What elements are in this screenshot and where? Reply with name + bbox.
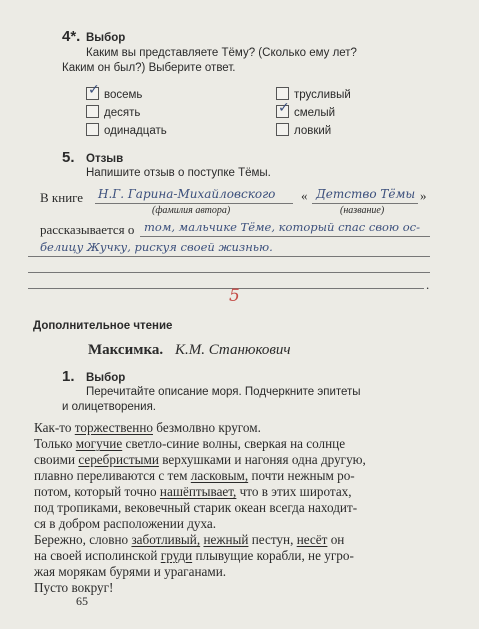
task1-instruction-line2: и олицетворения.: [62, 401, 156, 413]
story-text: [34, 420, 366, 596]
grade-mark: 5: [229, 286, 240, 306]
task5-number: 5.: [62, 149, 75, 166]
checkbox-option-vosem[interactable]: [86, 82, 100, 100]
option-label: одинадцать: [104, 125, 167, 137]
task1-instruction-line1: Перечитайте описание моря. Подчеркните эпитеты: [86, 386, 361, 398]
option-label: десять: [104, 107, 141, 119]
epithet-underlined: нежный: [203, 532, 249, 547]
task1-title: Выбор: [86, 372, 126, 384]
task5-instruction: Напишите отзыв о поступке Тёмы.: [86, 167, 271, 179]
story-line: Как-то торжественно безмолвно кругом.: [34, 420, 261, 435]
checkbox-option-desyat[interactable]: [86, 105, 99, 118]
checkmark-icon: ✓: [278, 100, 290, 116]
task1-number: 1.: [62, 368, 75, 385]
epithet-underlined: заботливый,: [131, 532, 201, 547]
told-label: рассказывается о: [40, 222, 135, 237]
title-handwritten[interactable]: Детство Тёмы: [316, 187, 416, 201]
option-label: восемь: [104, 89, 143, 101]
story-line: ся в добром расположении духа.: [34, 516, 217, 531]
task4-title: Выбор: [86, 32, 126, 44]
story-line: потом, который точно нашёптывает, что в этих широтах,: [34, 484, 352, 499]
quote-close: »: [420, 188, 427, 203]
answer-line2[interactable]: белицу Жучку, рискуя своей жизнью.: [40, 240, 273, 254]
answer-rule-1: [140, 236, 430, 237]
page-number: 65: [76, 594, 88, 608]
answer-rule-3: [28, 272, 430, 273]
author-caption: (фамилия автора): [152, 205, 231, 216]
period: .: [426, 277, 430, 292]
author-handwritten[interactable]: Н.Г. Гарина-Михайловского: [98, 187, 276, 201]
story-line: Бережно, словно заботливый, нежный пестун, несёт он: [34, 532, 345, 547]
story-line: Пусто вокруг!: [34, 580, 114, 595]
checkmark-icon: ✓: [88, 82, 100, 98]
task4-question-line1: Каким вы представляете Тёму? (Сколько ему лет?: [86, 47, 357, 59]
task5-title: Отзыв: [86, 153, 124, 165]
personification-underlined: несёт: [296, 532, 328, 547]
story-line: жая морякам бурями и ураганами.: [34, 564, 227, 579]
personification-underlined: нашёптывает,: [159, 484, 237, 499]
epithet-underlined: ласковым,: [190, 468, 249, 483]
story-line: плавно переливаются с тем ласковым, почти нежным ро-: [34, 468, 355, 483]
answer-line1[interactable]: том, мальчике Тёме, который спас свою ос-: [144, 220, 420, 234]
work-author: К.М. Станюкович: [175, 342, 291, 358]
checkbox-option-truslivyi[interactable]: [276, 87, 289, 100]
answer-rule-2: [28, 256, 430, 257]
story-line: Только могучие светло-синие волны, сверкая на солнце: [34, 436, 346, 451]
story-line: под тропиками, вековечный старик океан всегда находит-: [34, 500, 358, 515]
title-line: [312, 203, 418, 204]
checkbox-option-smelyi[interactable]: [276, 100, 290, 118]
option-label: смелый: [294, 107, 336, 119]
extra-reading-heading: Дополнительное чтение: [33, 320, 173, 332]
option-label: ловкий: [294, 125, 332, 137]
checkbox-option-lovkii[interactable]: [276, 123, 289, 136]
quote-open: «: [301, 188, 308, 203]
story-line: на своей исполинской груди плывущие корабли, не угро-: [34, 548, 354, 563]
personification-underlined: груди: [160, 548, 193, 563]
task4-question-line2: Каким он был?) Выберите ответ.: [62, 62, 236, 74]
checkbox-option-odinadtsat[interactable]: [86, 123, 99, 136]
answer-rule-4: [28, 288, 424, 289]
epithet-underlined: торжественно: [74, 420, 153, 435]
title-caption: (название): [340, 205, 385, 216]
epithet-underlined: серебристыми: [78, 452, 159, 467]
in-book-label: В книге: [40, 190, 84, 205]
epithet-underlined: могучие: [75, 436, 123, 451]
author-line: [95, 203, 293, 204]
story-line: своими серебристыми верхушками и нагоняя одна другую,: [34, 452, 366, 467]
option-label: трусливый: [294, 89, 351, 101]
task4-number: 4*.: [62, 28, 81, 45]
work-title: Максимка.: [88, 342, 164, 358]
